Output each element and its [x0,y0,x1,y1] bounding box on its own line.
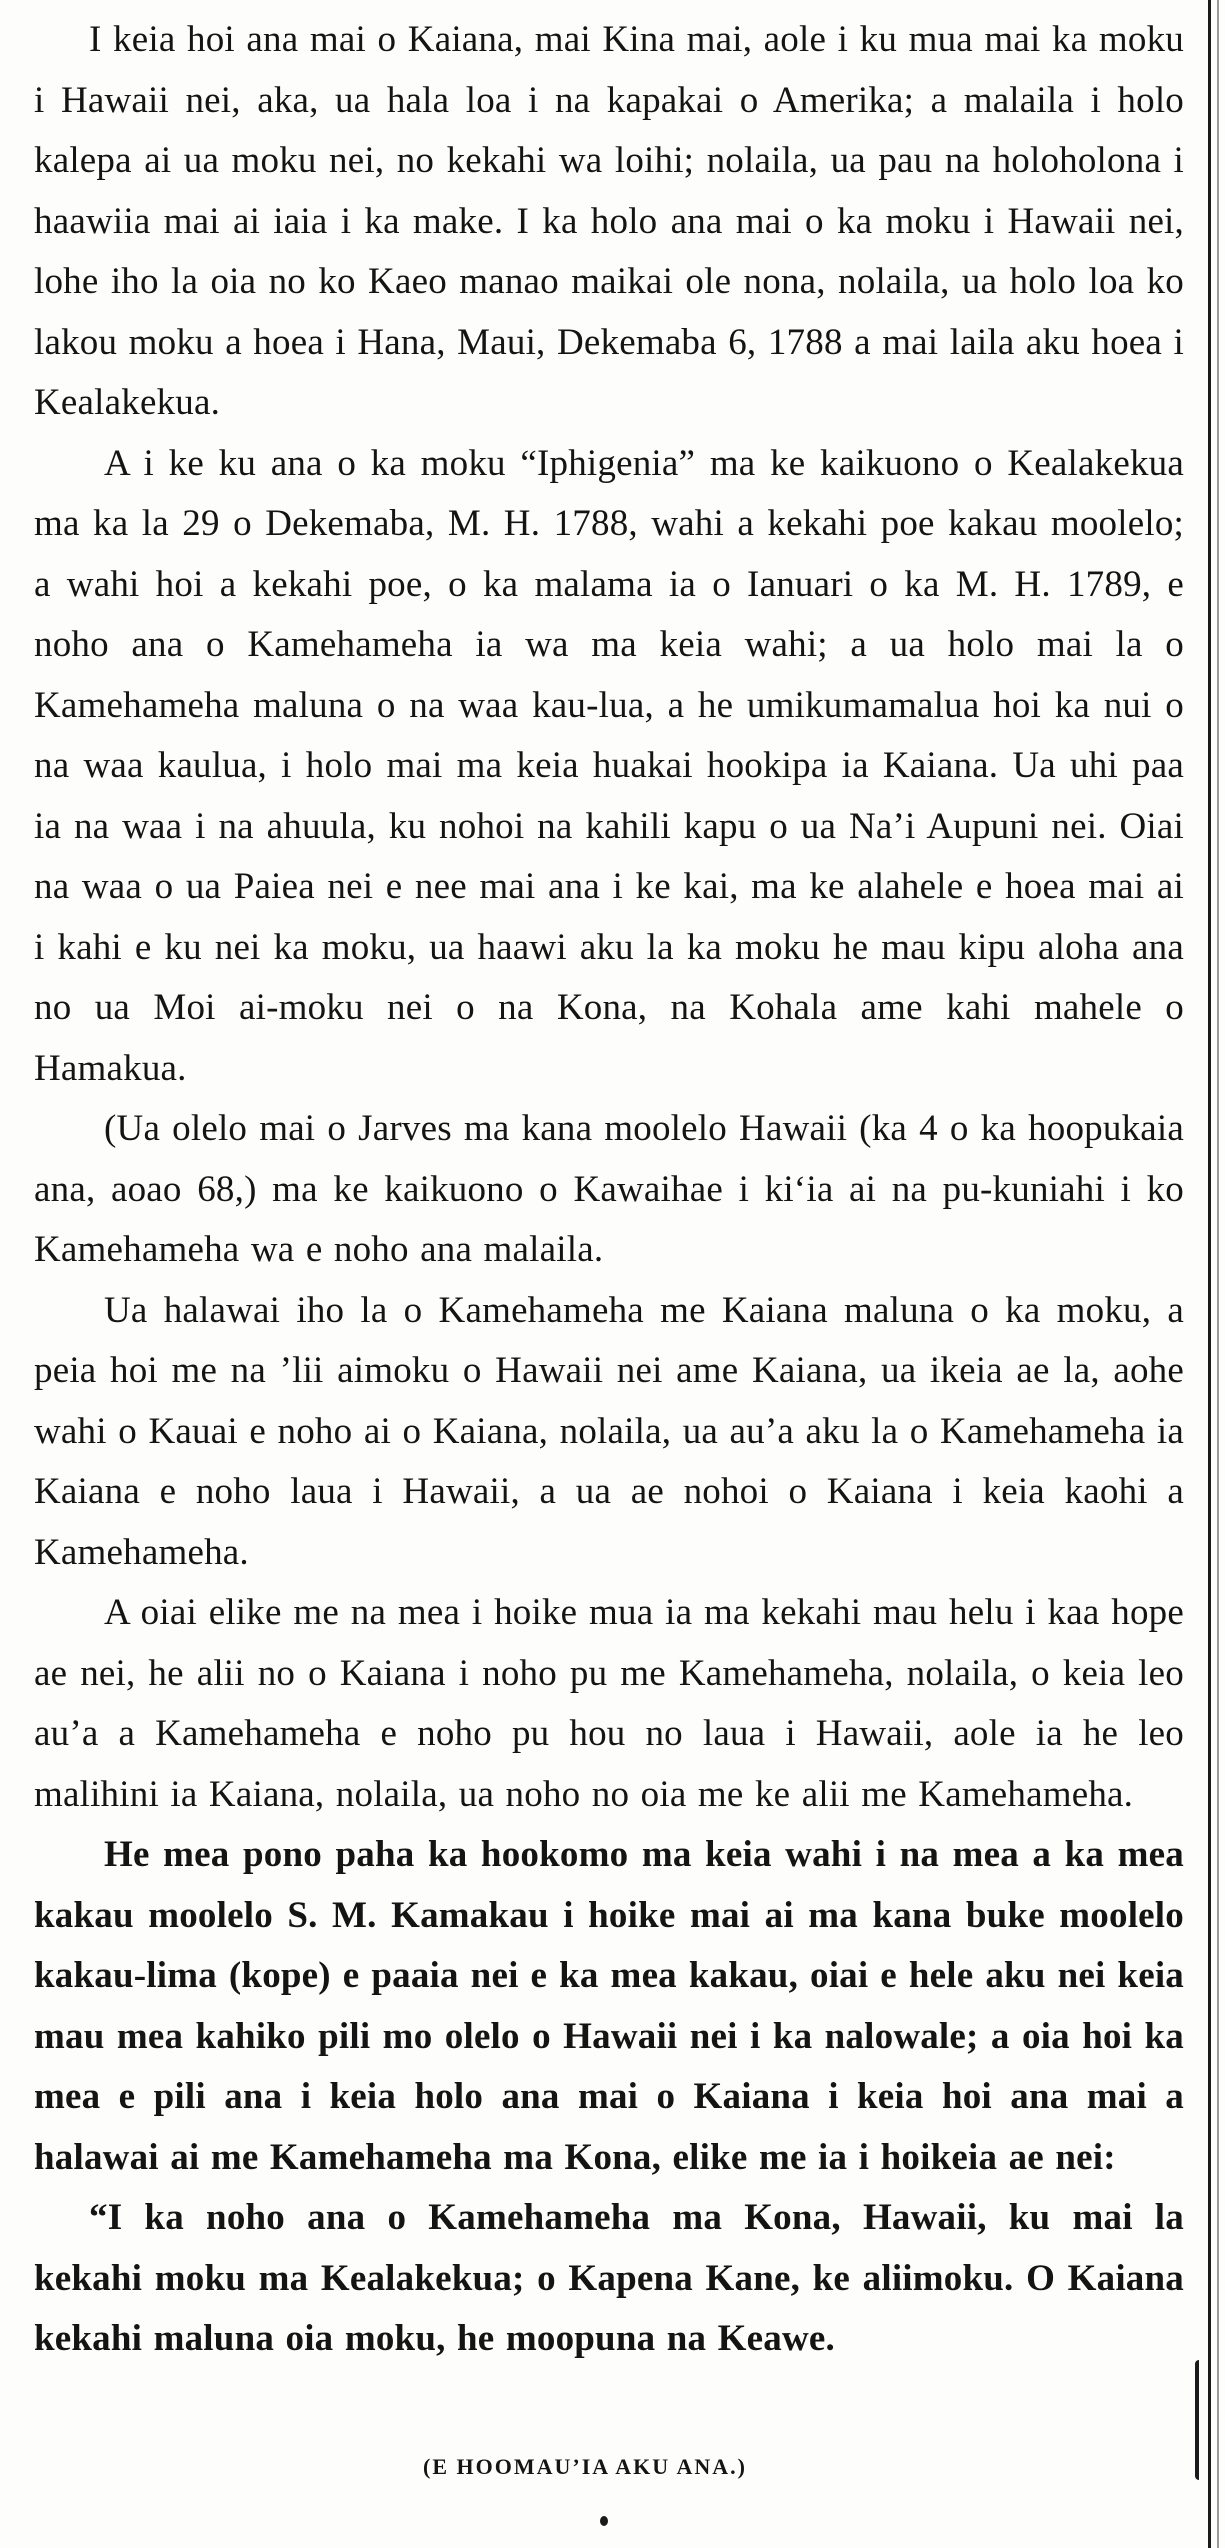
ink-dot [600,2516,608,2526]
paragraph-7-quote: “I ka noho ana o Kamehameha ma Kona, Hawaii, ku mai la kekahi moku ma Kealakekua; o Kapena Kane, ke aliimoku. O Kaiana kekahi maluna oia moku, he moopuna na Keawe. [34,2197,1184,2359]
paragraph-3: (Ua olelo mai o Jarves ma kana moolelo Hawaii (ka 4 o ka hoopukaia ana, aoao 68,) ma ke kaikuono o Kawaihae i ki‘ia ai na pu-kuniahi i ko Kamehameha wa e noho ana malaila. [34,1108,1184,1270]
paragraph-5: A oiai elike me na mea i hoike mua ia ma kekahi mau helu i kaa hope ae nei, he alii no o Kaiana i noho pu me Kamehameha, nolaila, o keia leo au’a a Kamehameha e noho pu hou no laua i Hawaii, aole ia he leo malihini ia Kaiana, nolaila, ua noho no oia me ke alii me Kamehameha. [34,1592,1184,1815]
page-border-outer [1217,0,1219,2548]
paragraph-1: I keia hoi ana mai o Kaiana, mai Kina mai, aole i ku mua mai ka moku i Hawaii nei, aka, ua hala loa i na kapakai o Amerika; a malaila i holo kalepa ai ua moku nei, no kekahi wa loihi; nolaila, ua pau na holoholona i haawiia mai ai iaia i ka make. I ka holo ana mai o ka moku i Hawaii nei, lohe iho la oia no ko Kaeo manao maikai ole nona, nolaila, ua holo loa ko lakou moku a hoea i Hana, Maui, Dekemaba 6, 1788 a mai laila aku hoea i Kealakekua. [34,19,1184,423]
paragraph-6: He mea pono paha ka hookomo ma keia wahi i na mea a ka mea kakau moolelo S. M. Kamakau i hoike mai ai ma kana buke moolelo kakau-lima (kope) e paaia nei e ka mea kakau, oiai e hele aku nei keia mau mea kahiko pili mo olelo o Hawaii nei i ka nalowale; a oia hoi ka mea e pili ana i keia holo ana mai o Kaiana i keia hoi ana mai a halawai ai me Kamehameha ma Kona, elike me ia i hoikeia ae nei: [34,1834,1184,2178]
paragraph-4: Ua halawai iho la o Kamehameha me Kaiana maluna o ka moku, a peia hoi me na ’lii aimoku o Hawaii nei ame Kaiana, ua ikeia ae la, aohe wahi o Kauai e noho ai o Kaiana, nolaila, ua au’a aku la o Kamehameha ia Kaiana e noho laua i Hawaii, a ua ae nohoi o Kaiana i keia kaohi a Kamehameha. [34,1289,1184,1573]
paragraph-2: A i ke ku ana o ka moku “Iphigenia” ma ke kaikuono o Kealakekua ma ka la 29 o Dekemaba, M. H. 1788, wahi a kekahi poe kakau moolelo; a wahi hoi a kekahi poe, o ka malama ia o Ianuari o ka M. H. 1789, e noho ana o Kamehameha ia wa ma keia wahi; a ua holo mai la o Kamehameha maluna o na waa kau-lua, a he umikumamalua hoi ka nui o na waa kaulua, i holo mai ma keia huakai hookipa ia Kaiana. Ua uhi paa ia na waa i na ahuula, ku nohoi na kahili kapu o ua Na’i Aupuni nei. Oiai na waa o ua Paiea nei e nee mai ana i ke kai, ma ke alahele e hoea mai ai i kahi e ku nei ka moku, ua haawi aku la ka moku he mau kipu aloha ana no ua Moi ai-moku nei o na Kona, na Kohala ame kahi mahele o Hamakua. [34,442,1184,1089]
page-border [1208,0,1211,2548]
ink-mark [1195,2360,1207,2480]
article-column [34,10,1184,2370]
continued-notice: (E HOOMAU’IA AKU ANA.) [423,2454,747,2479]
